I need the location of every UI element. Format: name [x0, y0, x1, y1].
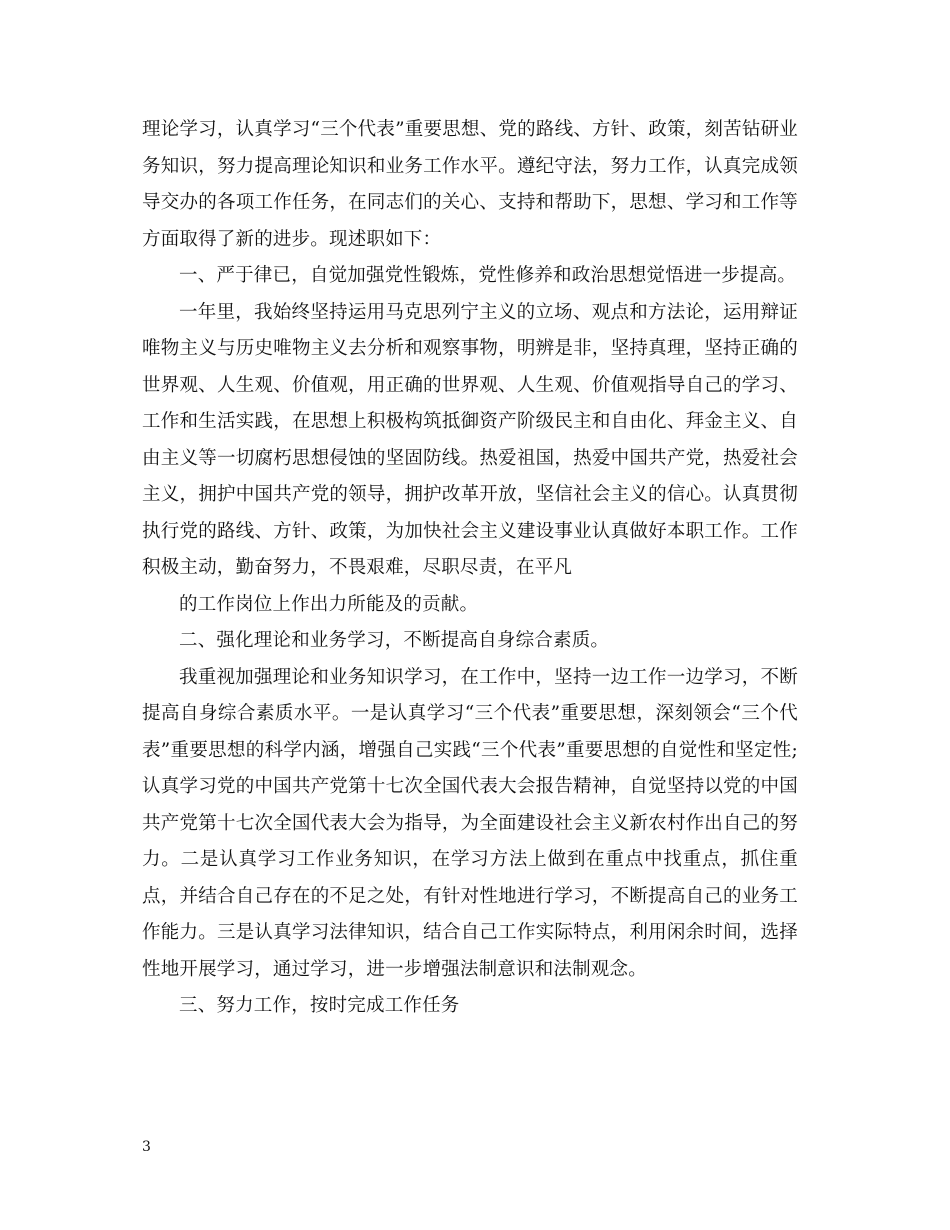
section-heading-three: 三、努力工作，按时完成工作任务 [179, 995, 460, 1016]
page-number: 3 [142, 1139, 151, 1155]
paragraph-section-one-continuation: 的工作岗位上作出力所能及的贡献。 [179, 593, 479, 615]
document-body [142, 112, 798, 1025]
section-heading-two: 二、强化理论和业务学习，不断提高自身综合素质。 [179, 630, 610, 651]
paragraph-section-two: 我重视加强理论和业务知识学习，在工作中，坚持一边工作一边学习，不断提高自身综合素质水平。一是认真学习“三个代表”重要思想，深刻领会“三个代表”重要思想的科学内涵，增强自己实践“三个代表”重要思想的自觉性和坚定性;认真学习党的中国共产党第十七次全国代表大会报告精神，自觉坚持以党的中国共产党第十七次全国代表大会为指导，为全面建设社会主义新农村作出自己的努力。二是认真学习工作业务知识，在学习方法上做到在重点中找重点，抓住重点，并结合自己存在的不足之处，有针对性地进行学习，不断提高自己的业务工作能力。三是认真学习法律知识，结合自己工作实际特点，利用闲余时间，选择性地开展学习，通过学习，进一步增强法制意识和法制观念。 [142, 666, 798, 980]
paragraph-continuation: 理论学习，认真学习“三个代表”重要思想、党的路线、方针、政策，刻苦钻研业务知识，努力提高理论知识和业务工作水平。遵纪守法，努力工作，认真完成领导交办的各项工作任务，在同志们的关心、支持和帮助下，思想、学习和工作等方面取得了新的进步。现述职如下： [142, 119, 798, 250]
paragraph-section-one: 一年里，我始终坚持运用马克思列宁主义的立场、观点和方法论，运用辩证唯物主义与历史唯物主义去分析和观察事物，明辨是非，坚持真理，坚持正确的世界观、人生观、价值观，用正确的世界观、人生观、价值观指导自己的学习、工作和生活实践，在思想上积极构筑抵御资产阶级民主和自由化、拜金主义、自由主义等一切腐朽思想侵蚀的坚固防线。热爱祖国，热爱中国共产党，热爱社会主义，拥护中国共产党的领导，拥护改革开放，坚信社会主义的信心。认真贯彻执行党的路线、方针、政策，为加快社会主义建设事业认真做好本职工作。工作积极主动，勤奋努力，不畏艰难，尽职尽责，在平凡 [142, 301, 798, 578]
section-heading-one: 一、严于律已，自觉加强党性锻炼，党性修养和政治思想觉悟进一步提高。 [179, 265, 797, 286]
